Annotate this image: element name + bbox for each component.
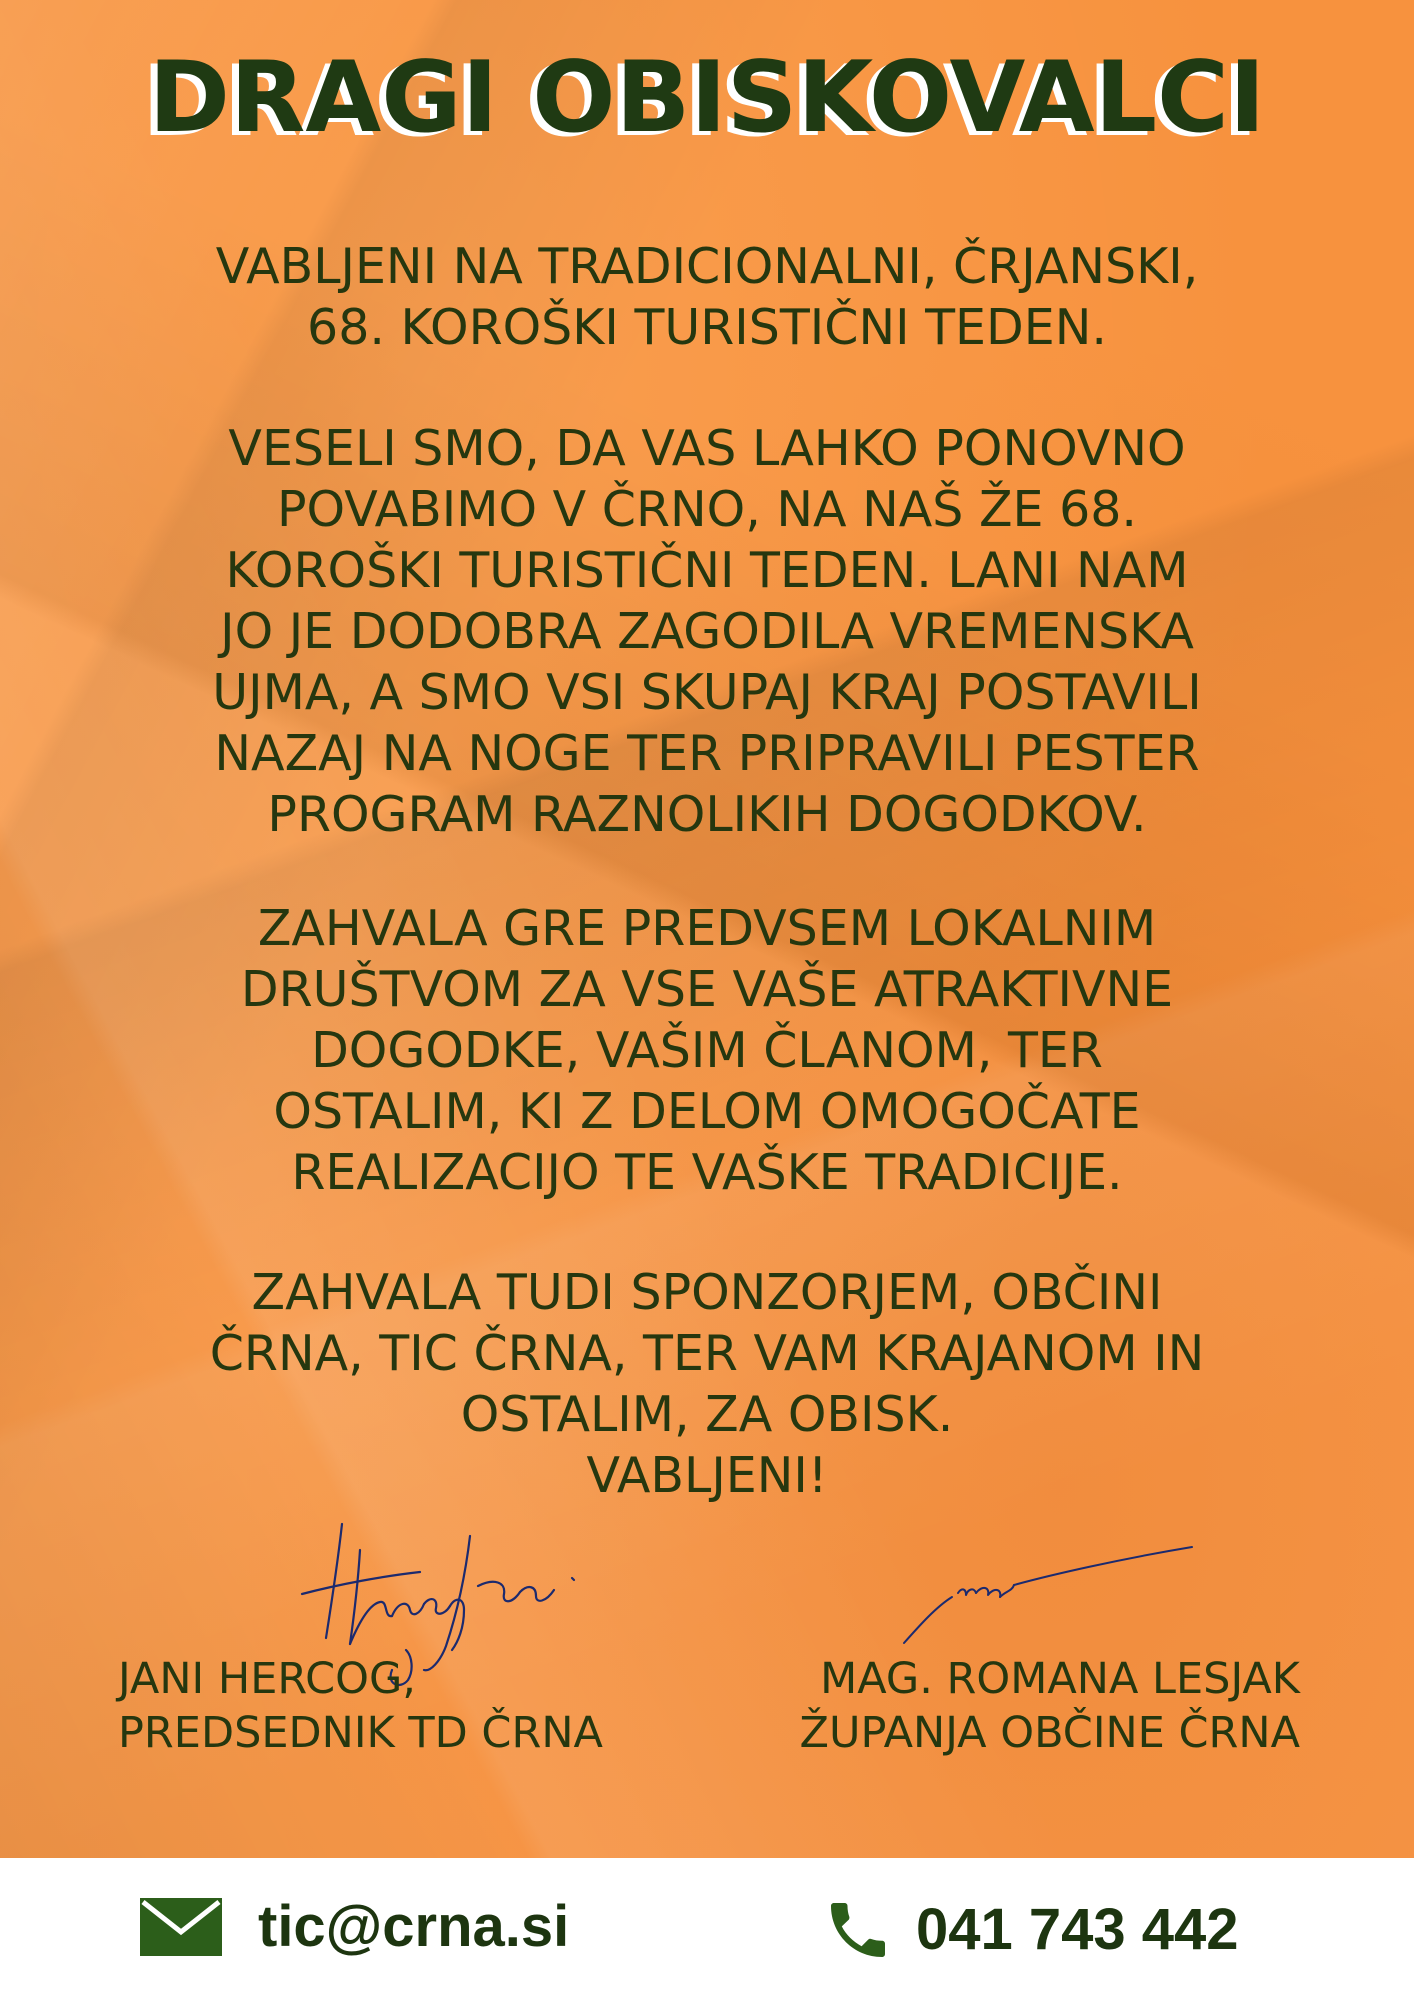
- text-line: REALIZACIJO TE VAŠKE TRADICIJE.: [291, 1144, 1123, 1201]
- phone-number[interactable]: 041 743 442: [916, 1897, 1239, 1962]
- text-line: NAZAJ NA NOGE TER PRIPRAVILI PESTER: [214, 725, 1200, 782]
- text-line: DRUŠTVOM ZA VSE VAŠE ATRAKTIVNE: [240, 961, 1174, 1018]
- text-line: POVABIMO V ČRNO, NA NAŠ ŽE 68.: [276, 481, 1137, 538]
- phone-icon: [822, 1892, 894, 1968]
- text-line: VESELI SMO, DA VAS LAHKO PONOVNO: [228, 420, 1186, 477]
- text-line: ZAHVALA GRE PREDVSEM LOKALNIM: [257, 900, 1157, 957]
- signatory-name: MAG. ROMANA LESJAK: [820, 1654, 1300, 1704]
- signatory-left: [118, 1652, 678, 1760]
- text-line: PROGRAM RAZNOLIKIH DOGODKOV.: [267, 786, 1147, 843]
- thanks-societies-paragraph: [100, 898, 1314, 1203]
- signatory-role: PREDSEDNIK TD ČRNA: [118, 1708, 603, 1758]
- signature-lesjak: [890, 1545, 1210, 1655]
- signatory-role: ŽUPANJA OBČINE ČRNA: [799, 1708, 1300, 1758]
- text-line: UJMA, A SMO VSI SKUPAJ KRAJ POSTAVILI: [212, 664, 1202, 721]
- email-contact[interactable]: [140, 1894, 570, 1959]
- text-line: ČRNA, TIC ČRNA, TER VAM KRAJANOM IN: [209, 1325, 1205, 1382]
- signatory-right: [700, 1652, 1300, 1760]
- signatory-name: JANI HERCOG,: [118, 1654, 416, 1704]
- text-line: DOGODKE, VAŠIM ČLANOM, TER: [311, 1022, 1103, 1079]
- text-line: VABLJENI NA TRADICIONALNI, ČRJANSKI,: [215, 238, 1199, 295]
- page-title: DRAGI OBISKOVALCI: [148, 41, 1266, 155]
- text-line: ZAHVALA TUDI SPONZORJEM, OBČINI: [251, 1264, 1163, 1321]
- envelope-icon: [140, 1898, 222, 1956]
- text-line: 68. KOROŠKI TURISTIČNI TEDEN.: [307, 299, 1107, 356]
- email-link[interactable]: tic@crna.si: [258, 1894, 570, 1959]
- text-line: OSTALIM, ZA OBISK.: [460, 1386, 954, 1443]
- thanks-sponsors-paragraph: [100, 1262, 1314, 1506]
- text-line: VABLJENI!: [586, 1447, 828, 1504]
- text-line: JO JE DODOBRA ZAGODILA VREMENSKA: [220, 603, 1194, 660]
- text-line: OSTALIM, KI Z DELOM OMOGOČATE: [273, 1083, 1141, 1140]
- intro-paragraph: [100, 236, 1314, 358]
- phone-contact[interactable]: [822, 1892, 1239, 1968]
- welcome-paragraph: [100, 418, 1314, 845]
- text-line: KOROŠKI TURISTIČNI TEDEN. LANI NAM: [225, 542, 1189, 599]
